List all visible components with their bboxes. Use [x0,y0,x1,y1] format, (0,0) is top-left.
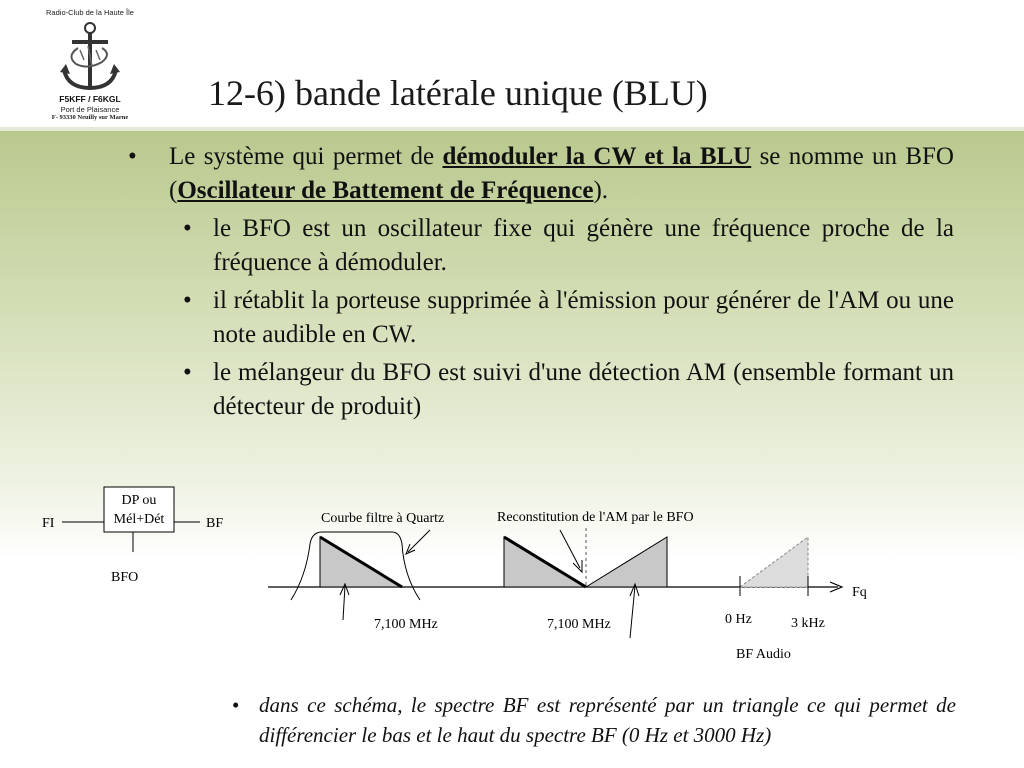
sub-bullet: • il rétablit la porteuse supprimée à l'émission pour générer de l'AM ou une note audible en CW. [169,284,954,352]
footnote-bullet: • [232,693,240,717]
three-khz-label: 3 kHz [791,616,825,631]
club-logo [30,6,150,124]
footnote-text: dans ce schéma, le spectre BF est représenté par un triangle ce qui permet de différencier le bas et le haut du spectre BF (0 Hz et 3000 Hz) [259,693,956,747]
filter-pointer [408,530,430,552]
bfo-diagram [0,480,1024,680]
bullet-list [128,140,954,424]
carrier-pointer-1 [343,586,345,620]
zero-hz-label: 0 Hz [725,612,752,627]
main-bullet-emphasis-2: Oscillateur de Battement de Fréquence [177,177,594,204]
main-bullet-emphasis-1: démoduler la CW et la BLU [442,143,752,170]
logo-address: F- 93330 Neuilly sur Marne [51,114,129,121]
title-divider [0,127,1024,131]
reconstitution-label: Reconstitution de l'AM par le BFO [497,510,694,525]
audio-label: BF Audio [736,647,791,662]
sub-bullet: • le mélangeur du BFO est suivi d'une détection AM (ensemble formant un détecteur de produit) [169,356,954,424]
slide-title: 12-6) bande latérale unique (BLU) [208,73,708,113]
axis-label: Fq [852,585,867,600]
main-bullet-text-3: ). [593,177,609,204]
main-bullet [128,140,954,208]
main-bullet-text-2: se nomme un BFO ( [169,143,954,204]
bfo-label: BFO [111,570,139,585]
logo-place: Port de Plaisance [60,105,120,114]
filter-label: Courbe filtre à Quartz [321,511,445,526]
main-bullet-text-1: Le système qui permet de [169,143,443,170]
upper-sideband-triangle [586,537,667,587]
box-label-line1: DP ou [121,493,157,508]
logo-club-name: Radio-Club de la Haute Île [46,8,134,17]
frequency-label-1: 7,100 MHz [374,617,438,632]
box-label-line2: Mél+Dét [113,512,165,527]
frequency-label-2: 7,100 MHz [547,617,611,632]
audio-triangle [740,537,808,587]
sub-bullet: • le BFO est un oscillateur fixe qui génère une fréquence proche de la fréquence à démoduler. [169,212,954,280]
reconstitution-arrow-icon [573,560,582,572]
anchor-icon [58,20,122,92]
logo-callsigns: F5KFF / F6KGL [59,94,121,104]
reconstitution-pointer [560,530,580,568]
input-label: FI [42,516,55,531]
output-label: BF [206,516,224,531]
